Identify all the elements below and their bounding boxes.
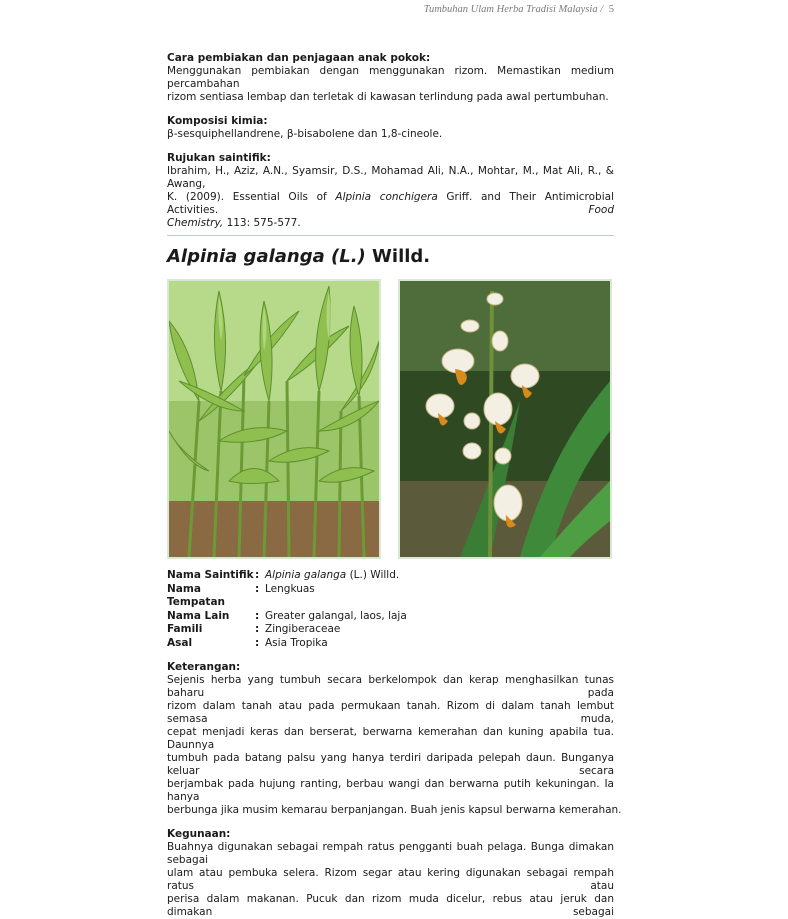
fact-separator: : [255,623,260,635]
fact-value [265,637,328,651]
ref-journal: Chemistry, [167,217,224,229]
leaves-illustration [169,281,379,557]
text-line: rizom dalam tanah atau pada permukaan tanah. Rizom di dalam tanah lembut semasa muda, [167,700,614,725]
ref-text: Griff. and Their Antimicrobial Activities. [167,191,614,216]
fact-row [167,583,614,610]
section-divider [167,235,614,236]
photo-row [167,279,614,563]
uses-heading: Kegunaan: [167,828,231,840]
ref-text: K. (2009). Essential Oils of [167,191,336,203]
flower-photo [398,279,612,559]
text-line: berjambak pada hujung ranting, berbau wangi dan berwarna putih kekuningan. Ia hanya [167,778,614,803]
page-content [167,52,622,919]
fact-label: Famili [167,623,203,635]
chemistry-heading: Komposisi kimia: [167,115,268,127]
header-separator: / [600,4,604,15]
text-line: berbunga jika musim kemarau berpanjangan. Buah jenis kapsul berwarna kemerahan. [167,804,622,816]
species-name: Alpinia galanga (L.) [167,246,366,267]
chemistry-text [167,128,614,141]
fact-separator: : [255,636,260,649]
running-title: Tumbuhan Ulam Herba Tradisi Malaysia [423,4,598,15]
fact-row [167,623,614,637]
running-header [424,4,614,15]
ref-journal: Food [588,204,614,216]
fact-value [265,569,399,583]
ref-species: Alpinia conchigera [335,191,438,203]
fact-label: Nama Tempatan [167,582,226,608]
fact-value-text: Asia Tropika [265,636,328,649]
species-title [167,246,614,267]
reference-text [167,165,614,230]
uses-text [167,841,614,919]
fact-value [265,610,407,624]
fact-value-italic: Alpinia galanga [265,569,347,581]
ref-text: 113: 575-577. [223,217,301,229]
text-line: Menggunakan pembiakan dengan menggunakan rizom. Memastikan medium percambahan [167,65,614,90]
fact-value [265,583,315,610]
text-line: rizom sentiasa lembap dan terletak di kawasan terlindung pada awal pertumbuhan. [167,91,609,103]
flower-illustration [400,281,610,557]
text-line: β-sesquiphellandrene, β-bisabolene dan 1,8-cineole. [167,128,443,140]
fact-row [167,637,614,651]
text-line: cepat menjadi keras dan berserat, berwarna kemerahan dan kuning apabila tua. Daunnya [167,726,614,751]
fact-row [167,610,614,624]
fact-label: Nama Saintifik [167,569,254,581]
fact-separator: : [255,582,260,595]
fact-value-text: Zingiberaceae [265,623,341,635]
text-line: tumbuh pada batang palsu yang hanya terdiri daripada pelepah daun. Bunganya keluar secara [167,752,614,777]
text-line: perisa dalam makanan. Pucuk dan rizom muda dicelur, rebus atau jeruk dan dimakan sebagai [167,893,614,918]
text-line [167,191,614,217]
species-author: Willd. [365,246,431,267]
fact-label: Asal [167,636,193,649]
fact-row [167,569,614,583]
plant-leaves-photo [167,279,381,559]
plant-facts-table [167,569,614,650]
text-line [167,217,614,230]
text-line: Buahnya digunakan sebagai rempah ratus pengganti buah pelaga. Bunga dimakan sebagai [167,841,614,866]
text-line: Sejenis herba yang tumbuh secara berkelompok dan kerap menghasilkan tunas baharu pada [167,674,614,699]
fact-separator: : [255,569,260,581]
fact-value-text: Lengkuas [265,582,315,595]
propagation-heading: Cara pembiakan dan penjagaan anak pokok: [167,52,431,64]
text-line: Ibrahim, H., Aziz, A.N., Syamsir, D.S., Mohamad Ali, N.A., Mohtar, M., Mat Ali, R., & Awang, [167,165,614,190]
fact-label: Nama Lain [167,609,230,622]
propagation-text [167,65,614,104]
description-text [167,674,622,817]
reference-heading: Rujukan saintifik: [167,152,271,164]
page-number: 5 [608,4,614,15]
fact-value-text: (L.) Willd. [346,569,400,581]
fact-separator: : [255,609,260,622]
fact-value-text: Greater galangal, laos, laja [265,609,407,622]
fact-value [265,623,340,637]
description-heading: Keterangan: [167,661,241,673]
text-line: ulam atau pembuka selera. Rizom segar atau kering digunakan sebagai rempah ratus atau [167,867,614,892]
